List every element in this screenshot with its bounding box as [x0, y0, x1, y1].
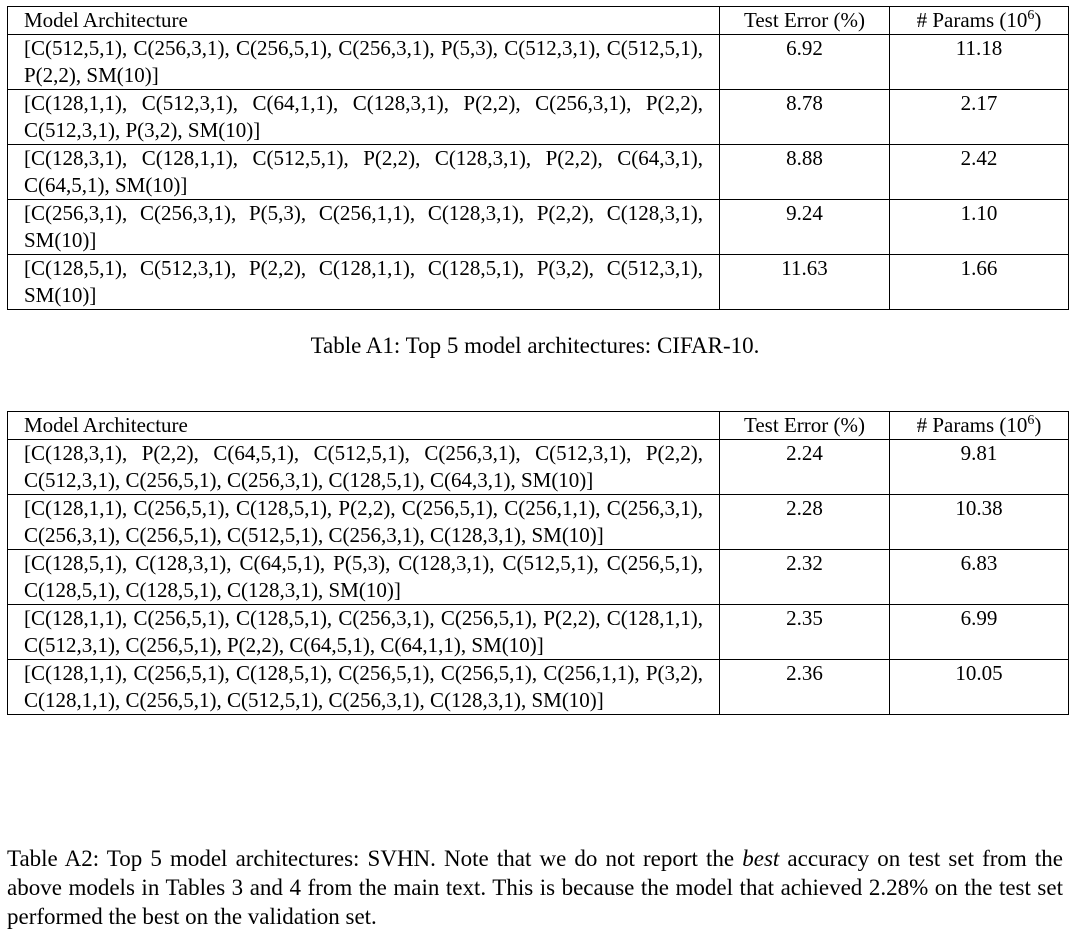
- params-cell: 9.81: [890, 440, 1069, 495]
- table-row: [8, 255, 1069, 310]
- table-header-row: [8, 412, 1069, 440]
- table-row: [8, 145, 1069, 200]
- params-cell: 1.10: [890, 200, 1069, 255]
- table-a1-caption: Table A1: Top 5 model architectures: CIFAR-10.: [310, 333, 760, 358]
- params-exponent: 6: [1027, 413, 1035, 428]
- caption-emphasis: best: [742, 846, 780, 871]
- table-a2-caption: Table A2: Top 5 model architectures: SVHN. Note that we do not report the best accuracy on test set from the above models in Tables 3 and 4 from the main text. This is because the model that achieved 2.28% on the test set performed the best on the validation set.: [7, 846, 1063, 929]
- column-header-test-error: Test Error (%): [720, 7, 890, 35]
- params-cell: 11.18: [890, 35, 1069, 90]
- test-error-cell: 2.32: [720, 550, 890, 605]
- test-error-cell: 8.88: [720, 145, 890, 200]
- table-row: [8, 660, 1069, 715]
- table-header-row: [8, 7, 1069, 35]
- test-error-cell: 2.28: [720, 495, 890, 550]
- column-header-params: # Params $(10^6)$: [890, 7, 1069, 35]
- table-a1: [7, 6, 1069, 310]
- params-cell: 1.66: [890, 255, 1069, 310]
- table-row: [8, 200, 1069, 255]
- table-row: [8, 90, 1069, 145]
- params-cell: 6.83: [890, 550, 1069, 605]
- architecture-cell: [C(128,3,1), P(2,2), C(64,5,1), C(512,5,1), C(256,3,1), C(512,3,1), P(2,2), C(512,3,1), C(256,5,1), C(256,3,1), C(128,5,1), C(64,3,1), SM(10)]: [8, 440, 720, 495]
- test-error-cell: 11.63: [720, 255, 890, 310]
- architecture-cell: [C(128,5,1), C(512,3,1), P(2,2), C(128,1,1), C(128,5,1), P(3,2), C(512,3,1), SM(10)]: [8, 255, 720, 310]
- architecture-cell: [C(256,3,1), C(256,3,1), P(5,3), C(256,1,1), C(128,3,1), P(2,2), C(128,3,1), SM(10)]: [8, 200, 720, 255]
- test-error-cell: 6.92: [720, 35, 890, 90]
- architecture-cell: [C(128,1,1), C(256,5,1), C(128,5,1), P(2,2), C(256,5,1), C(256,1,1), C(256,3,1), C(256,3,1), C(256,5,1), C(512,5,1), C(256,3,1), C(128,3,1), SM(10)]: [8, 495, 720, 550]
- column-header-test-error: Test Error (%): [720, 412, 890, 440]
- architecture-cell: [C(128,1,1), C(256,5,1), C(128,5,1), C(256,5,1), C(256,5,1), C(256,1,1), P(3,2), C(128,1,1), C(256,5,1), C(512,5,1), C(256,3,1), C(128,3,1), SM(10)]: [8, 660, 720, 715]
- architecture-cell: [C(512,5,1), C(256,3,1), C(256,5,1), C(256,3,1), P(5,3), C(512,3,1), C(512,5,1), P(2,2), SM(10)]: [8, 35, 720, 90]
- test-error-cell: 9.24: [720, 200, 890, 255]
- params-exponent: 6: [1027, 8, 1035, 23]
- table-row: [8, 440, 1069, 495]
- column-header-architecture: Model Architecture: [8, 7, 720, 35]
- test-error-cell: 2.35: [720, 605, 890, 660]
- architecture-cell: [C(128,5,1), C(128,3,1), C(64,5,1), P(5,3), C(128,3,1), C(512,5,1), C(256,5,1), C(128,5,1), C(128,5,1), C(128,3,1), SM(10)]: [8, 550, 720, 605]
- test-error-cell: 2.24: [720, 440, 890, 495]
- params-cell: 2.17: [890, 90, 1069, 145]
- architecture-cell: [C(128,3,1), C(128,1,1), C(512,5,1), P(2,2), C(128,3,1), P(2,2), C(64,3,1), C(64,5,1), SM(10)]: [8, 145, 720, 200]
- params-cell: 10.05: [890, 660, 1069, 715]
- params-cell: 6.99: [890, 605, 1069, 660]
- table-row: [8, 35, 1069, 90]
- table-a2: [7, 411, 1069, 715]
- column-header-params: # Params $(10^6)$: [890, 412, 1069, 440]
- test-error-cell: 8.78: [720, 90, 890, 145]
- architecture-cell: [C(128,1,1), C(256,5,1), C(128,5,1), C(256,3,1), C(256,5,1), P(2,2), C(128,1,1), C(512,3,1), C(256,5,1), P(2,2), C(64,5,1), C(64,1,1), SM(10)]: [8, 605, 720, 660]
- test-error-cell: 2.36: [720, 660, 890, 715]
- table-row: [8, 495, 1069, 550]
- params-cell: 10.38: [890, 495, 1069, 550]
- table-row: [8, 550, 1069, 605]
- table-row: [8, 605, 1069, 660]
- params-cell: 2.42: [890, 145, 1069, 200]
- architecture-cell: [C(128,1,1), C(512,3,1), C(64,1,1), C(128,3,1), P(2,2), C(256,3,1), P(2,2), C(512,3,1), P(3,2), SM(10)]: [8, 90, 720, 145]
- column-header-architecture: Model Architecture: [8, 412, 720, 440]
